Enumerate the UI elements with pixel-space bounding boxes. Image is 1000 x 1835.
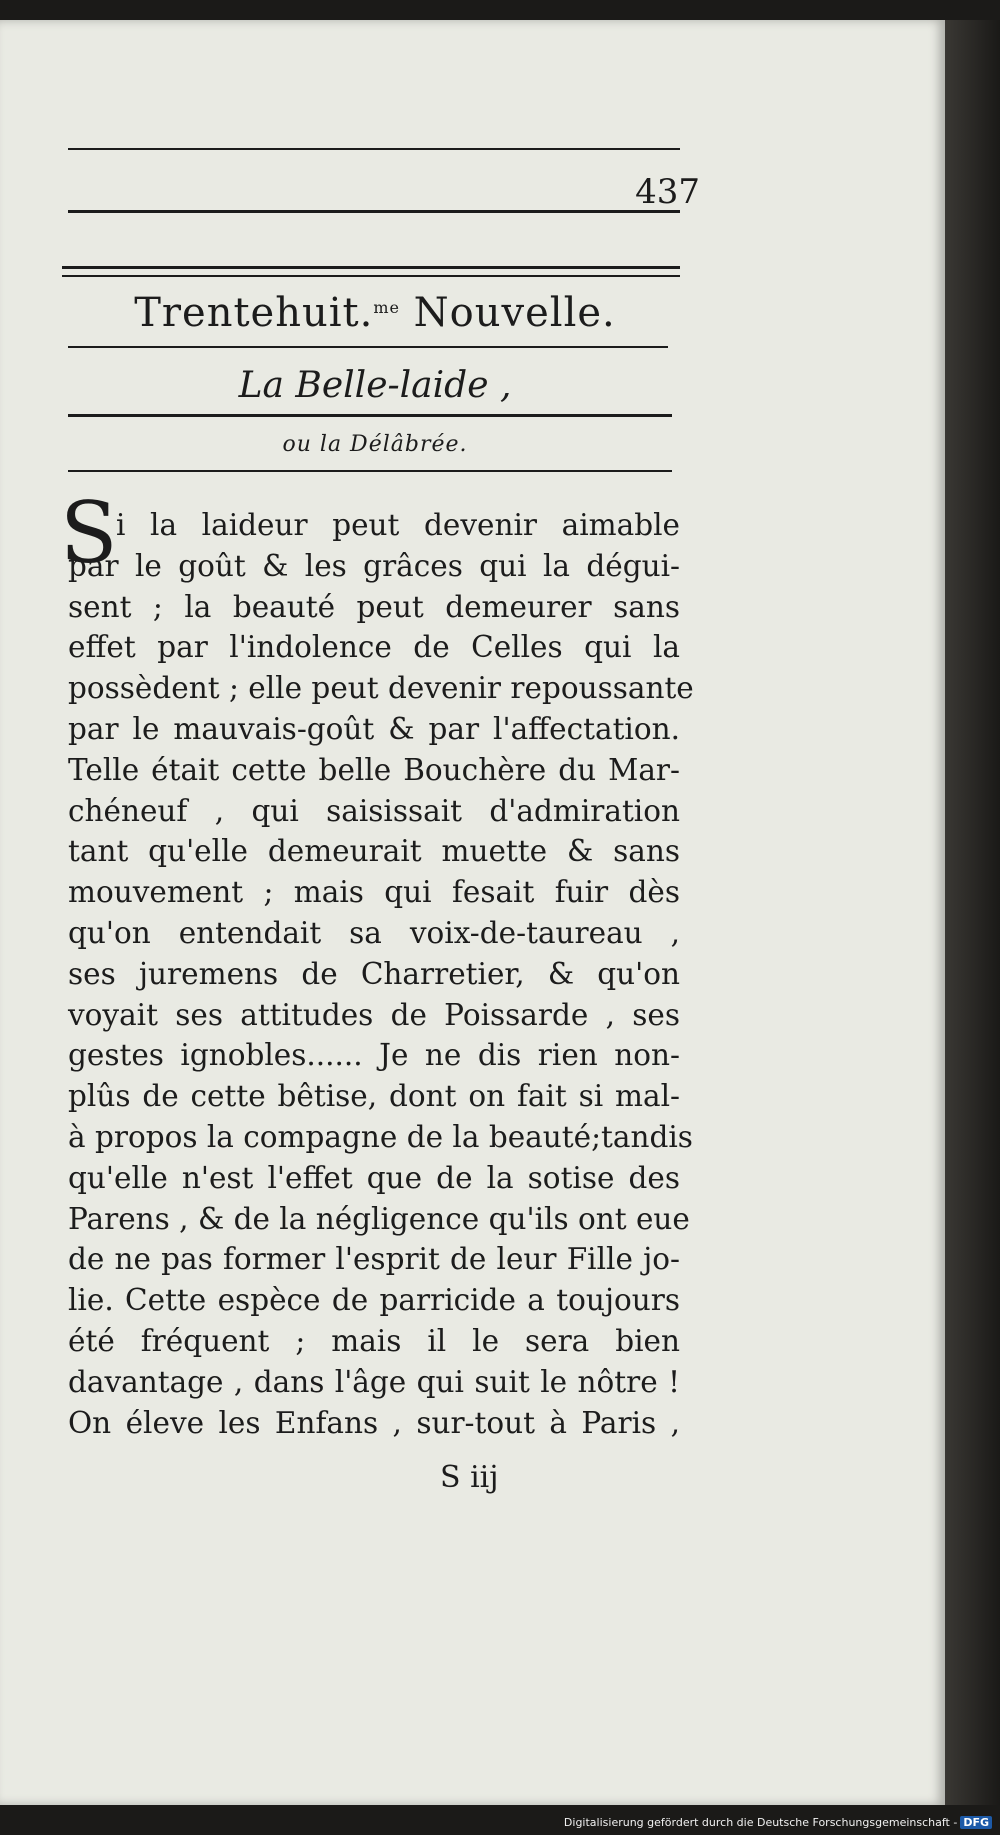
text-line: effet par l'indolence de Celles qui la xyxy=(68,630,680,665)
alt-title-rule xyxy=(68,470,672,472)
text-line: qu'on entendait sa voix-de-taureau , xyxy=(68,915,680,950)
text-line: à propos la compagne de la beauté;tandis xyxy=(68,1119,693,1154)
alternate-title: ou la Délâbrée. xyxy=(282,432,468,457)
text-line: chéneuf , qui saisissait d'admiration xyxy=(68,793,680,828)
chapter-title xyxy=(60,290,690,336)
text-line: de ne pas former l'esprit de leur Fille jo- xyxy=(68,1242,680,1277)
text-line: par le goût & les grâces qui la dégui- xyxy=(68,548,680,583)
drop-cap: S xyxy=(60,484,118,582)
first-line-text: i la laideur peut devenir aimable xyxy=(116,508,680,542)
text-line: ses juremens de Charretier, & qu'on xyxy=(68,956,680,991)
text-line: voyait ses attitudes de Poissarde , ses xyxy=(68,997,680,1032)
text-line: qu'elle n'est l'effet que de la sotise des xyxy=(68,1160,680,1195)
title-rule-bottom xyxy=(68,346,668,348)
paragraph-lines xyxy=(68,546,694,1444)
text-line: été fréquent ; mais il le sera bien xyxy=(68,1323,680,1358)
text-line: davantage , dans l'âge qui suit le nôtre ! xyxy=(68,1364,680,1399)
text-line: Telle était cette belle Bouchère du Mar- xyxy=(68,752,680,787)
page-number: 437 xyxy=(635,172,700,212)
body-text xyxy=(60,484,694,1443)
signature-mark: S iij xyxy=(440,1460,499,1495)
text-line: possèdent ; elle peut devenir repoussante xyxy=(68,671,694,706)
chapter-title-main: Trentehuit. xyxy=(134,290,374,336)
digitization-credit xyxy=(564,1816,992,1829)
title-rule-top-1 xyxy=(62,266,680,269)
title-rule-top-2 xyxy=(62,275,680,277)
chapter-title-rest: Nouvelle. xyxy=(399,290,616,336)
text-line: On éleve les Enfans , sur-tout à Paris , xyxy=(68,1405,680,1440)
page-edge xyxy=(945,20,1000,1805)
credit-text: Digitalisierung gefördert durch die Deutsche Forschungsgemeinschaft - xyxy=(563,1816,958,1829)
top-rule xyxy=(68,148,680,150)
subtitle-rule xyxy=(68,414,672,417)
text-line: par le mauvais-goût & par l'affectation. xyxy=(68,711,680,746)
folio-rule xyxy=(68,210,680,213)
text-line: mouvement ; mais qui fesait fuir dès xyxy=(68,875,680,910)
chapter-title-superscript: me xyxy=(373,298,400,317)
text-line: tant qu'elle demeurait muette & sans xyxy=(68,834,680,869)
story-title: La Belle-laide , xyxy=(238,365,512,406)
text-line: Parens , & de la négligence qu'ils ont eue xyxy=(68,1201,690,1236)
text-line: gestes ignobles...... Je ne dis rien non- xyxy=(68,1038,680,1073)
text-line: lie. Cette espèce de parricide a toujours xyxy=(68,1283,680,1318)
text-line: sent ; la beauté peut demeurer sans xyxy=(68,589,680,624)
text-line: plûs de cette bêtise, dont on fait si mal- xyxy=(68,1079,680,1114)
dfg-logo: DFG xyxy=(960,1816,992,1829)
